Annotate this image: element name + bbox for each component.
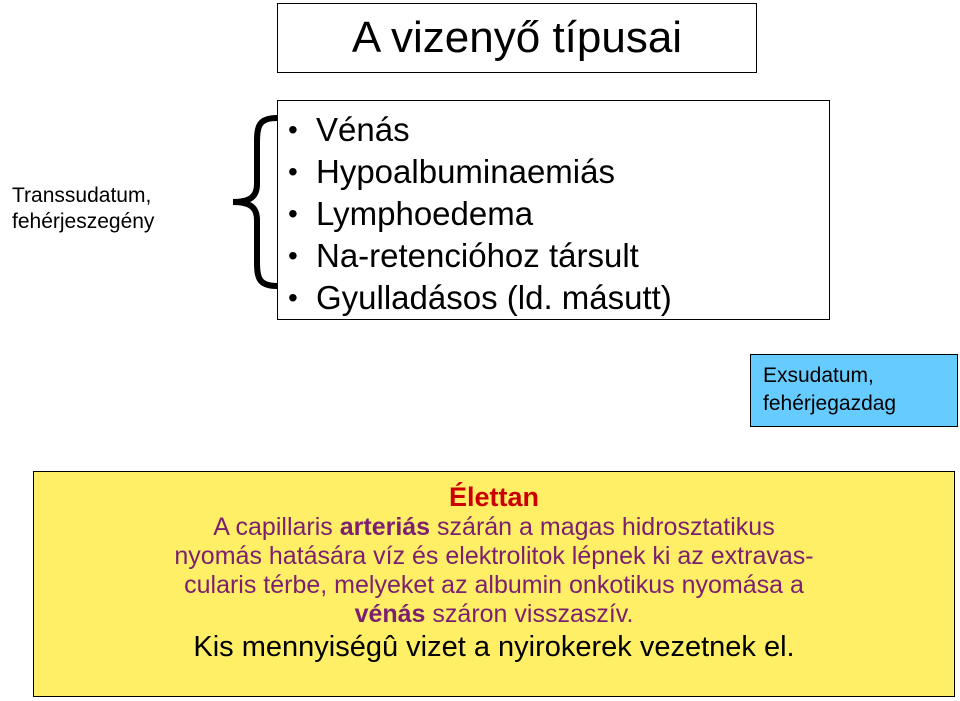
line1-start: A capillaris	[213, 513, 340, 541]
edema-types-box	[277, 100, 830, 320]
list-item	[288, 235, 829, 277]
exsudatum-line1: Exsudatum,	[763, 364, 874, 387]
physiology-line5: Kis mennyiségû vizet a nyirokerek vezetnek el.	[193, 631, 795, 663]
page-title: A vizenyő típusai	[351, 13, 683, 62]
physiology-heading: Élettan	[448, 482, 540, 512]
edema-types-list	[278, 101, 829, 319]
physiology-line4	[34, 600, 954, 629]
list-item	[288, 109, 829, 151]
list-item	[288, 151, 829, 193]
list-item-label: Lymphoedema	[316, 195, 534, 232]
physiology-line3: cularis térbe, melyeket az albumin onkotikus nyomása a	[184, 571, 804, 599]
bullet-icon: •	[288, 156, 298, 187]
transsudatum-line2: fehérjeszegény	[12, 210, 155, 233]
bullet-icon: •	[288, 114, 298, 145]
line1-end: szárán a magas hidrosztatikus	[430, 513, 775, 541]
line4-emphasis: vénás	[354, 600, 426, 628]
physiology-box	[33, 471, 955, 697]
list-item-label: Gyulladásos (ld. másutt)	[316, 279, 672, 316]
transsudatum-label	[12, 183, 227, 235]
physiology-line2: nyomás hatására víz és elektrolitok lépnek ki az extravas-	[174, 542, 814, 570]
line1-emphasis: arteriás	[339, 513, 431, 541]
list-item-label: Vénás	[316, 111, 410, 148]
line4-end: száron visszaszív.	[425, 600, 634, 628]
bullet-icon: •	[288, 282, 298, 313]
physiology-line1	[34, 513, 954, 542]
exsudatum-box	[750, 354, 958, 427]
title-box	[277, 3, 757, 73]
bullet-icon: •	[288, 198, 298, 229]
list-item	[288, 193, 829, 235]
list-item-label: Na-retencióhoz társult	[316, 237, 639, 274]
curly-brace-icon	[225, 112, 285, 292]
bullet-icon: •	[288, 240, 298, 271]
list-item-label: Hypoalbuminaemiás	[316, 153, 615, 190]
list-item	[288, 277, 829, 319]
exsudatum-line2: fehérjegazdag	[763, 392, 897, 415]
transsudatum-line1: Transsudatum,	[12, 184, 152, 207]
